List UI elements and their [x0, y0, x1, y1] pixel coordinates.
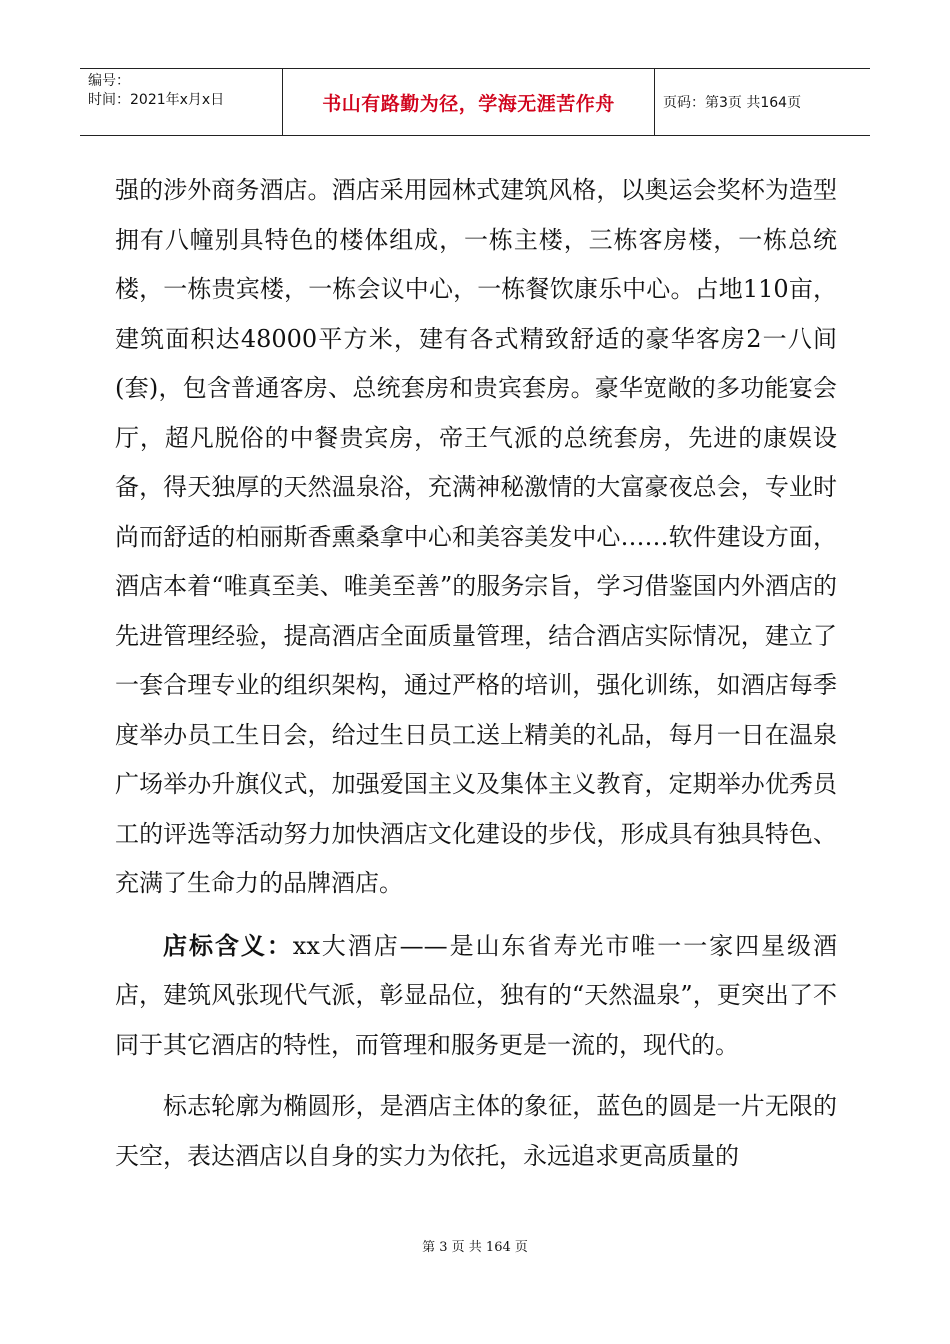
paragraph-logo-outline: 标志轮廓为椭圆形，是酒店主体的象征，蓝色的圆是一片无限的天空，表达酒店以自身的实力为依托，永远追求更高质量的 [115, 1092, 837, 1170]
footer-page-number: 第 3 页 共 164 页 [422, 1240, 528, 1255]
paragraph-logo-meaning [115, 921, 837, 1071]
paragraph-hotel-description: 强的涉外商务酒店。酒店采用园林式建筑风格，以奥运会奖杯为造型拥有八幢别具特色的楼体组成，一栋主楼，三栋客房楼，一栋总统楼，一栋贵宾楼，一栋会议中心，一栋餐饮康乐中心。占地110亩，建筑面积达48000平方米，建有各式精致舒适的豪华客房2一八间(套)，包含普通客房、总统套房和贵宾套房。豪华宽敞的多功能宴会厅，超凡脱俗的中餐贵宾房，帝王气派的总统套房，先进的康娱设备，得天独厚的天然温泉浴，充满神秘激情的大富豪夜总会，专业时尚而舒适的柏丽斯香熏桑拿中心和美容美发中心……软件建设方面，酒店本着“唯真至美、唯美至善”的服务宗旨，学习借鉴国内外酒店的先进管理经验，提高酒店全面质量管理，结合酒店实际情况，建立了一套合理专业的组织架构，通过严格的培训，强化训练，如酒店每季度举办员工生日会，给过生日员工送上精美的礼品，每月一日在温泉广场举办升旗仪式，加强爱国主义及集体主义教育，定期举办优秀员工的评选等活动努力加快酒店文化建设的步伐，形成具有独具特色、充满了生命力的品牌酒店。 [115, 176, 837, 897]
page-footer [0, 1236, 950, 1255]
header-motto: 书山有路勤为径，学海无涯苦作舟 [322, 92, 615, 115]
header-page-cell [655, 69, 870, 135]
logo-meaning-heading: 店标含义： [163, 930, 293, 960]
page-header [80, 68, 870, 136]
document-number-label: 编号： [88, 73, 130, 89]
document-date-label: 时间：2021年x月x日 [88, 92, 225, 108]
document-body [115, 166, 837, 1181]
header-page-info: 页码：第3页 共164页 [663, 95, 802, 111]
header-meta-cell [80, 69, 283, 135]
header-motto-cell [283, 69, 655, 135]
logo-meaning-text: xx大酒店——是山东省寿光市唯一一家四星级酒店，建筑风张现代气派，彰显品位，独有的“天然温泉”，更突出了不同于其它酒店的特性，而管理和服务更是一流的，现代的。 [115, 931, 837, 1059]
